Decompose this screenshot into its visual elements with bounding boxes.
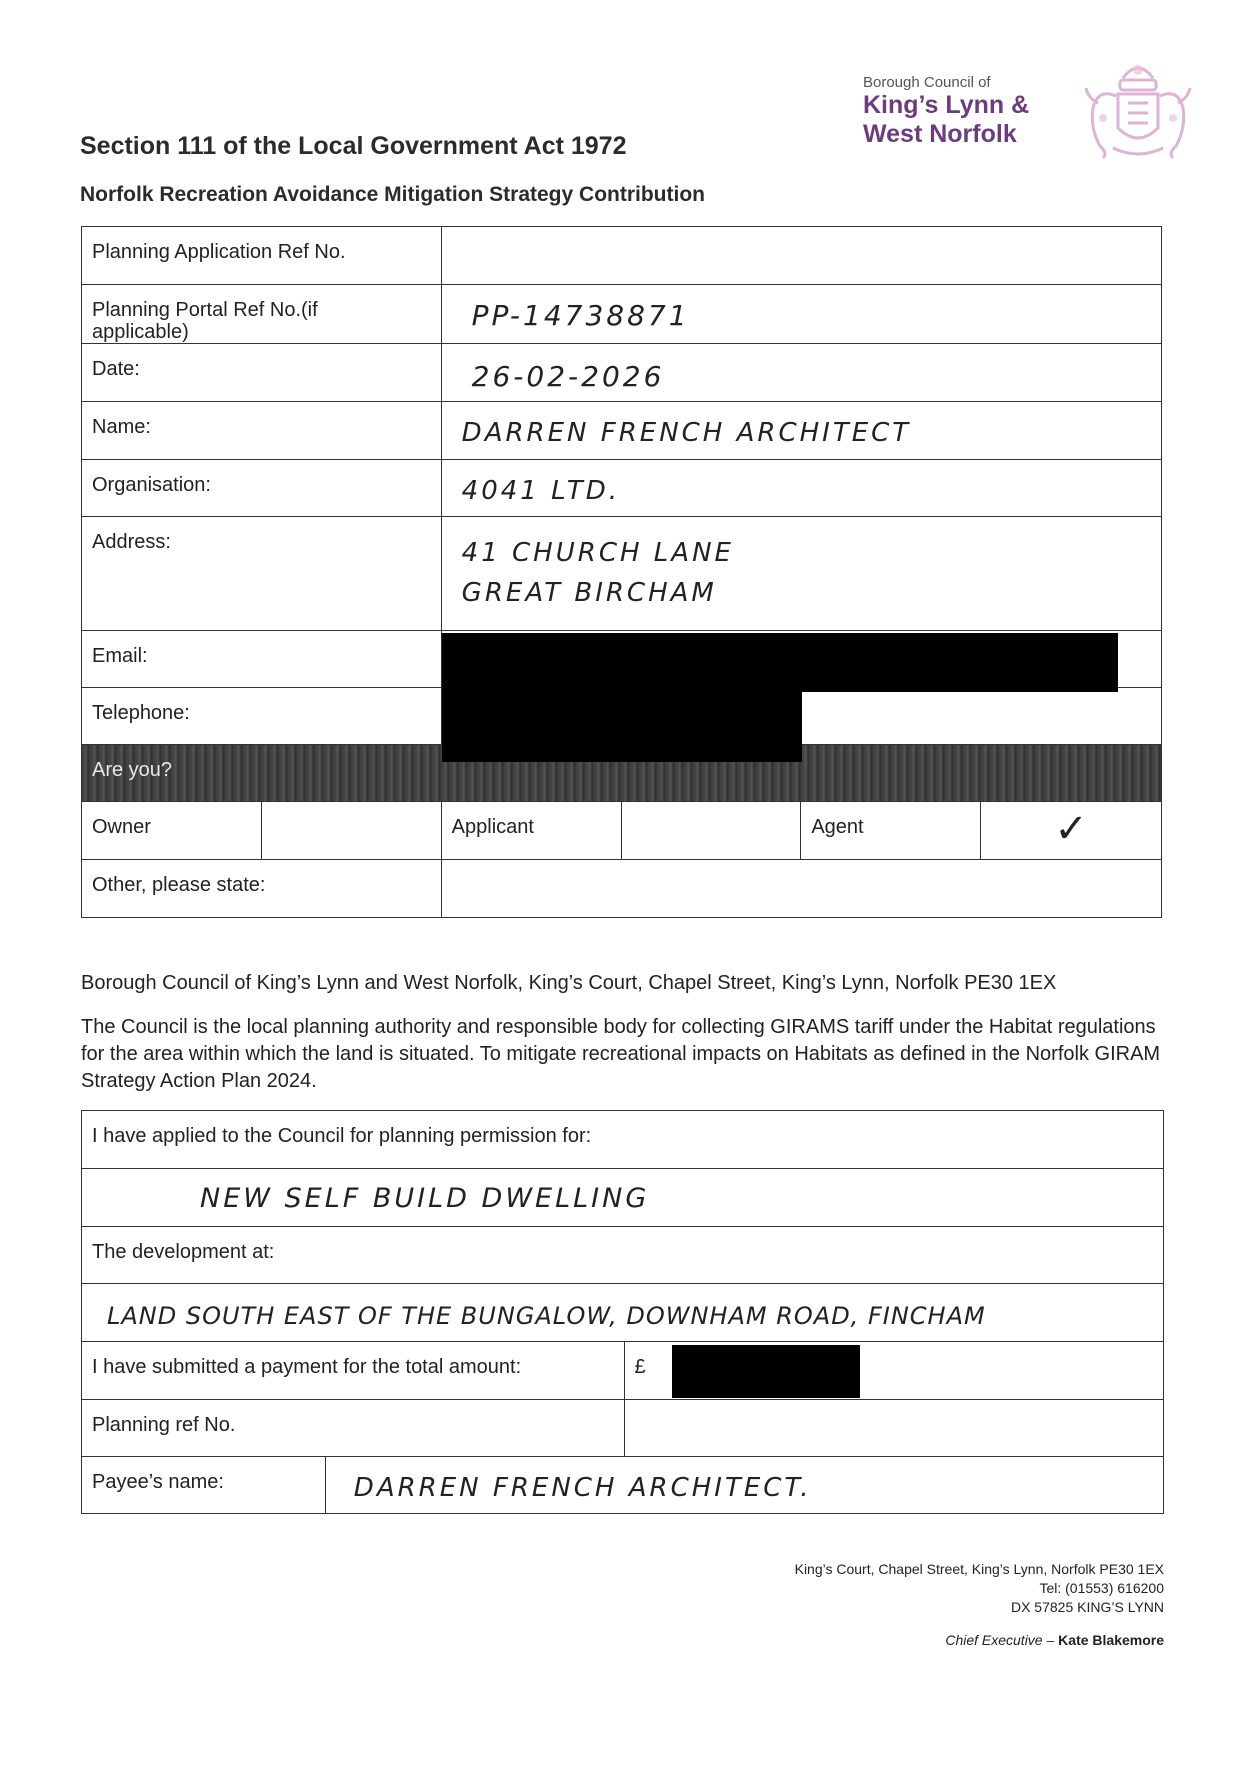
row-address <box>82 517 1162 631</box>
telephone-redaction <box>442 690 802 762</box>
row-applied-value <box>82 1169 1164 1227</box>
are-you-header: Are you? <box>82 745 1162 802</box>
applied-label: I have applied to the Council for planning permission for: <box>82 1111 1164 1169</box>
ce-name: Kate Blakemore <box>1058 1632 1164 1648</box>
development-table <box>81 1110 1164 1514</box>
owner-checkbox[interactable] <box>261 802 441 860</box>
row-payee <box>82 1457 1164 1514</box>
row-development <box>82 1227 1164 1284</box>
agent-checkbox[interactable]: ✓ <box>981 802 1162 860</box>
row-applied <box>82 1111 1164 1169</box>
address-value[interactable] <box>441 517 1161 631</box>
row-date <box>82 344 1162 402</box>
date-value[interactable]: 26-02-2026 <box>441 344 1161 402</box>
footer-chief-executive <box>945 1631 1164 1650</box>
applied-value[interactable]: NEW SELF BUILD DWELLING <box>82 1169 1164 1227</box>
council-line3: West Norfolk <box>863 120 1017 148</box>
row-payment <box>82 1342 1164 1400</box>
applicant-label: Applicant <box>441 802 621 860</box>
address-label: Address: <box>82 517 442 631</box>
email-redaction <box>442 633 1118 692</box>
row-name <box>82 402 1162 460</box>
row-other <box>82 860 1162 918</box>
address-line1: 41 CHURCH LANE <box>461 538 734 568</box>
planning-application-label: Planning Application Ref No. <box>82 227 442 285</box>
email-label: Email: <box>82 631 442 688</box>
other-value[interactable] <box>441 860 1161 918</box>
footer-line2: Tel: (01553) 616200 <box>1039 1580 1164 1596</box>
address-line2: GREAT BIRCHAM <box>461 578 717 608</box>
council-crest-icon <box>1078 48 1198 163</box>
page-subtitle: Norfolk Recreation Avoidance Mitigation Strategy Contribution <box>80 183 705 206</box>
portal-ref-value[interactable]: PP-14738871 <box>441 285 1161 344</box>
name-value[interactable]: DARREN FRENCH ARCHITECT <box>441 402 1161 460</box>
agent-label: Agent <box>801 802 981 860</box>
row-role <box>82 802 1162 860</box>
portal-label-line2: applicable) <box>92 321 189 343</box>
planning-application-value[interactable] <box>441 227 1161 285</box>
row-portal-ref <box>82 285 1162 344</box>
row-planning-application <box>82 227 1162 285</box>
council-line1: Borough Council of <box>863 74 991 91</box>
currency-symbol: £ <box>634 1356 646 1378</box>
applicant-details-table <box>81 226 1162 918</box>
row-planning-ref <box>82 1400 1164 1457</box>
other-label: Other, please state: <box>82 860 442 918</box>
payee-value[interactable]: DARREN FRENCH ARCHITECT. <box>325 1457 1163 1514</box>
council-address-line: Borough Council of King’s Lynn and West Norfolk, King’s Court, Chapel Street, King’s Lynn, Norfolk PE30 1EX <box>81 972 1057 994</box>
payment-label: I have submitted a payment for the total amount: <box>82 1342 625 1400</box>
applicant-checkbox[interactable] <box>621 802 801 860</box>
organisation-value[interactable]: 4041 LTD. <box>441 460 1161 517</box>
telephone-label: Telephone: <box>82 688 442 745</box>
info-paragraph: The Council is the local planning authority and responsible body for collecting GIRAMS tariff under the Habitat regulations for the area within which the land is situated. To mitigate recreational impacts on Habitats as defined in the Norfolk GIRAM Strategy Action Plan 2024. <box>81 1016 1161 1092</box>
council-line2: King’s Lynn & <box>863 91 1030 119</box>
planning-ref-value[interactable] <box>624 1400 1164 1457</box>
payee-label: Payee’s name: <box>82 1457 326 1514</box>
ce-label: Chief Executive – <box>945 1632 1055 1648</box>
owner-label: Owner <box>82 802 262 860</box>
row-organisation <box>82 460 1162 517</box>
date-label: Date: <box>82 344 442 402</box>
council-logo <box>863 74 1029 149</box>
name-label: Name: <box>82 402 442 460</box>
portal-label-line1: Planning Portal Ref No.(if <box>92 299 318 321</box>
organisation-label: Organisation: <box>82 460 442 517</box>
development-value[interactable]: LAND SOUTH EAST OF THE BUNGALOW, DOWNHAM ROAD, FINCHAM <box>82 1284 1164 1342</box>
page-title: Section 111 of the Local Government Act 1972 <box>80 132 627 160</box>
footer-line3: DX 57825 KING’S LYNN <box>1010 1599 1164 1615</box>
development-label: The development at: <box>82 1227 1164 1284</box>
planning-ref-label: Planning ref No. <box>82 1400 625 1457</box>
footer-line1: King’s Court, Chapel Street, King’s Lynn, Norfolk PE30 1EX <box>794 1561 1164 1577</box>
footer-address <box>795 1560 1164 1617</box>
amount-redaction <box>672 1345 860 1398</box>
row-development-value <box>82 1284 1164 1342</box>
